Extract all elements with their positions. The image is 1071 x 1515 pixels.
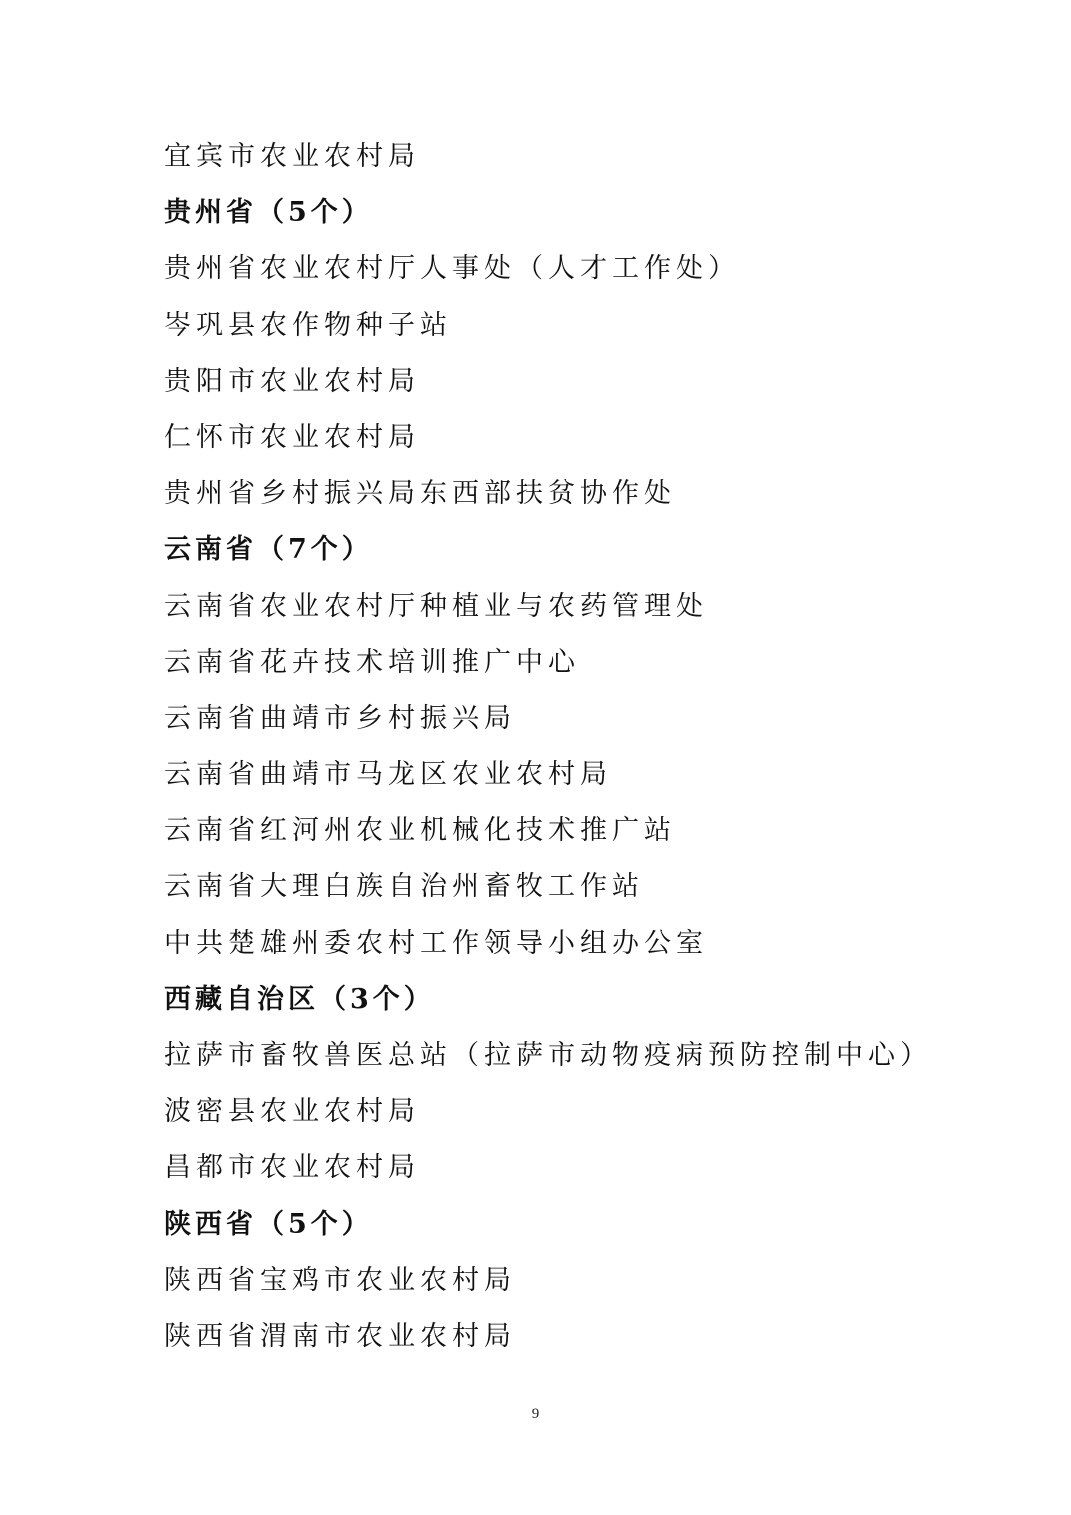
unit-line: 陕西省渭南市农业农村局: [164, 1320, 516, 1352]
province-heading: 西藏自治区（3个）: [164, 983, 435, 1015]
unit-line: 波密县农业农村局: [164, 1096, 420, 1128]
unit-line: 昌都市农业农村局: [164, 1152, 420, 1184]
unit-line: 拉萨市畜牧兽医总站（拉萨市动物疫病预防控制中心）: [164, 1040, 932, 1071]
unit-line: 贵阳市农业农村局: [164, 365, 420, 397]
unit-line: 陕西省宝鸡市农业农村局: [164, 1264, 516, 1296]
unit-line: 云南省大理白族自治州畜牧工作站: [164, 871, 644, 903]
page-number: 9: [531, 1406, 540, 1422]
unit-line: 云南省农业农村厅种植业与农药管理处: [164, 590, 708, 622]
province-heading: 贵州省（5个）: [164, 197, 373, 229]
unit-line: 云南省曲靖市乡村振兴局: [164, 702, 516, 734]
unit-line: 岑巩县农作物种子站: [164, 309, 452, 341]
province-heading: 云南省（7个）: [164, 534, 373, 566]
unit-line: 宜宾市农业农村局: [164, 141, 420, 172]
province-heading: 陕西省（5个）: [164, 1208, 373, 1240]
unit-line: 云南省曲靖市马龙区农业农村局: [164, 759, 612, 791]
unit-line: 中共楚雄州委农村工作领导小组办公室: [164, 927, 708, 959]
unit-line: 云南省红河州农业机械化技术推广站: [164, 815, 676, 847]
unit-line: 仁怀市农业农村局: [164, 421, 420, 453]
unit-line: 贵州省乡村振兴局东西部扶贫协作处: [164, 478, 676, 510]
unit-line: 云南省花卉技术培训推广中心: [164, 646, 580, 678]
document-body: [164, 129, 1024, 1365]
unit-line: 贵州省农业农村厅人事处（人才工作处）: [164, 253, 740, 285]
